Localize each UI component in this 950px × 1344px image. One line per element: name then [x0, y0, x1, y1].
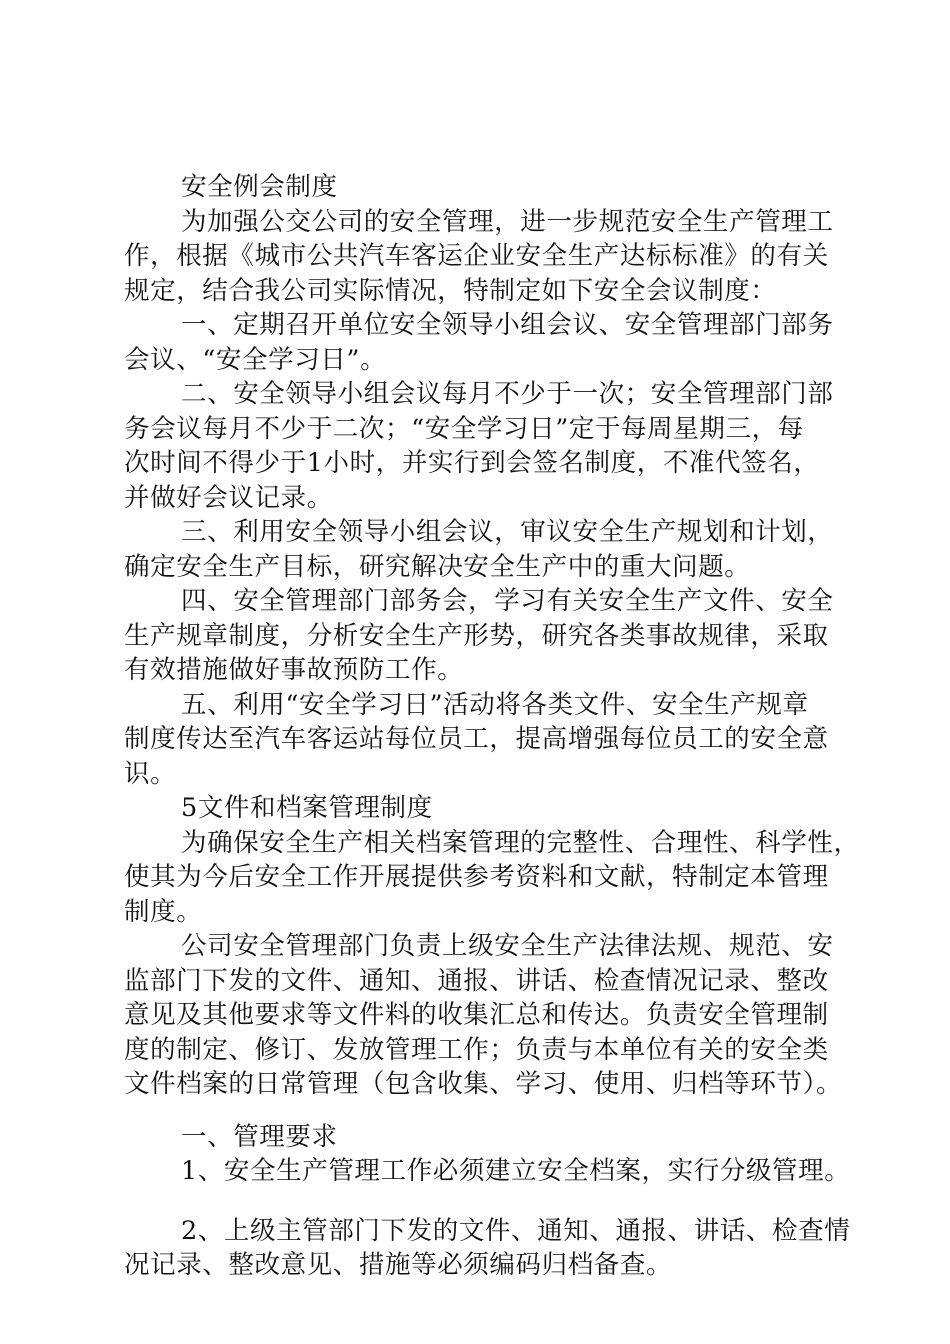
paragraph-line: 务会议每月不少于二次；“安全学习日”定于每周星期三，每	[124, 413, 804, 444]
section-title-file-management: 5文件和档案管理制度	[181, 793, 433, 823]
paragraph-line: 二、安全领导小组会议每月不少于一次；安全管理部门部	[181, 379, 834, 409]
paragraph-line: 制度传达至汽车客运站每位员工，提高增强每位员工的安全意	[124, 724, 829, 754]
list-item: 2、上级主管部门下发的文件、通知、通报、讲话、检查情	[181, 1215, 851, 1246]
paragraph-line: 意见及其他要求等文件料的收集汇总和传达。负责安全管理制	[124, 1000, 829, 1030]
paragraph-line: 使其为今后安全工作开展提供参考资料和文献，特制定本管理	[124, 862, 829, 892]
paragraph-line: 监部门下发的文件、通知、通报、讲话、检查情况记录、整改	[124, 965, 829, 996]
document-body	[124, 170, 860, 1283]
paragraph-line: 四、安全管理部门部务会，学习有关安全生产文件、安全	[181, 586, 834, 616]
paragraph-line: 一、定期召开单位安全领导小组会议、安全管理部门部务	[181, 310, 834, 340]
paragraph-line: 文件档案的日常管理（包含收集、学习、使用、归档等环节）。	[124, 1069, 843, 1099]
paragraph-line: 制度。	[124, 896, 203, 927]
paragraph-line: 会议、“安全学习日”。	[124, 344, 387, 375]
section-title-safety-meeting: 安全例会制度	[181, 172, 338, 202]
subsection-title-management-requirements: 一、管理要求	[181, 1121, 338, 1152]
paragraph-line: 生产规章制度，分析安全生产形势，研究各类事故规律，采取	[124, 620, 829, 651]
paragraph-line: 三、利用安全领导小组会议，审议安全生产规划和计划，	[181, 517, 834, 547]
paragraph-line: 有效措施做好事故预防工作。	[124, 655, 464, 685]
blank-spacer	[124, 1189, 836, 1214]
list-item-continuation: 况记录、整改意见、措施等必须编码归档备查。	[124, 1250, 673, 1280]
paragraph-line: 度的制定、修订、发放管理工作；负责与本单位有关的安全类	[124, 1034, 829, 1065]
paragraph-line: 识。	[124, 758, 177, 789]
list-item: 1、安全生产管理工作必须建立安全档案，实行分级管理。	[181, 1156, 851, 1186]
paragraph-line: 为加强公交公司的安全管理，进一步规范安全生产管理工	[181, 206, 834, 237]
paragraph-line: 五、利用“安全学习日”活动将各类文件、安全生产规章	[181, 689, 809, 720]
paragraph-line: 规定，结合我公司实际情况，特制定如下安全会议制度：	[124, 275, 777, 306]
paragraph-line: 作，根据《城市公共汽车客运企业安全生产达标标准》的有关	[124, 241, 829, 271]
paragraph-line: 确定安全生产目标，研究解决安全生产中的重大问题。	[124, 551, 751, 582]
blank-spacer	[124, 1102, 836, 1120]
paragraph-line: 公司安全管理部门负责上级安全生产法律法规、规范、安	[181, 931, 834, 961]
paragraph-line: 为确保安全生产相关档案管理的完整性、合理性、科学性，	[181, 827, 860, 858]
paragraph-line: 并做好会议记录。	[124, 482, 333, 513]
paragraph-line: 次时间不得少于1小时，并实行到会签名制度，不准代签名，	[124, 448, 820, 478]
